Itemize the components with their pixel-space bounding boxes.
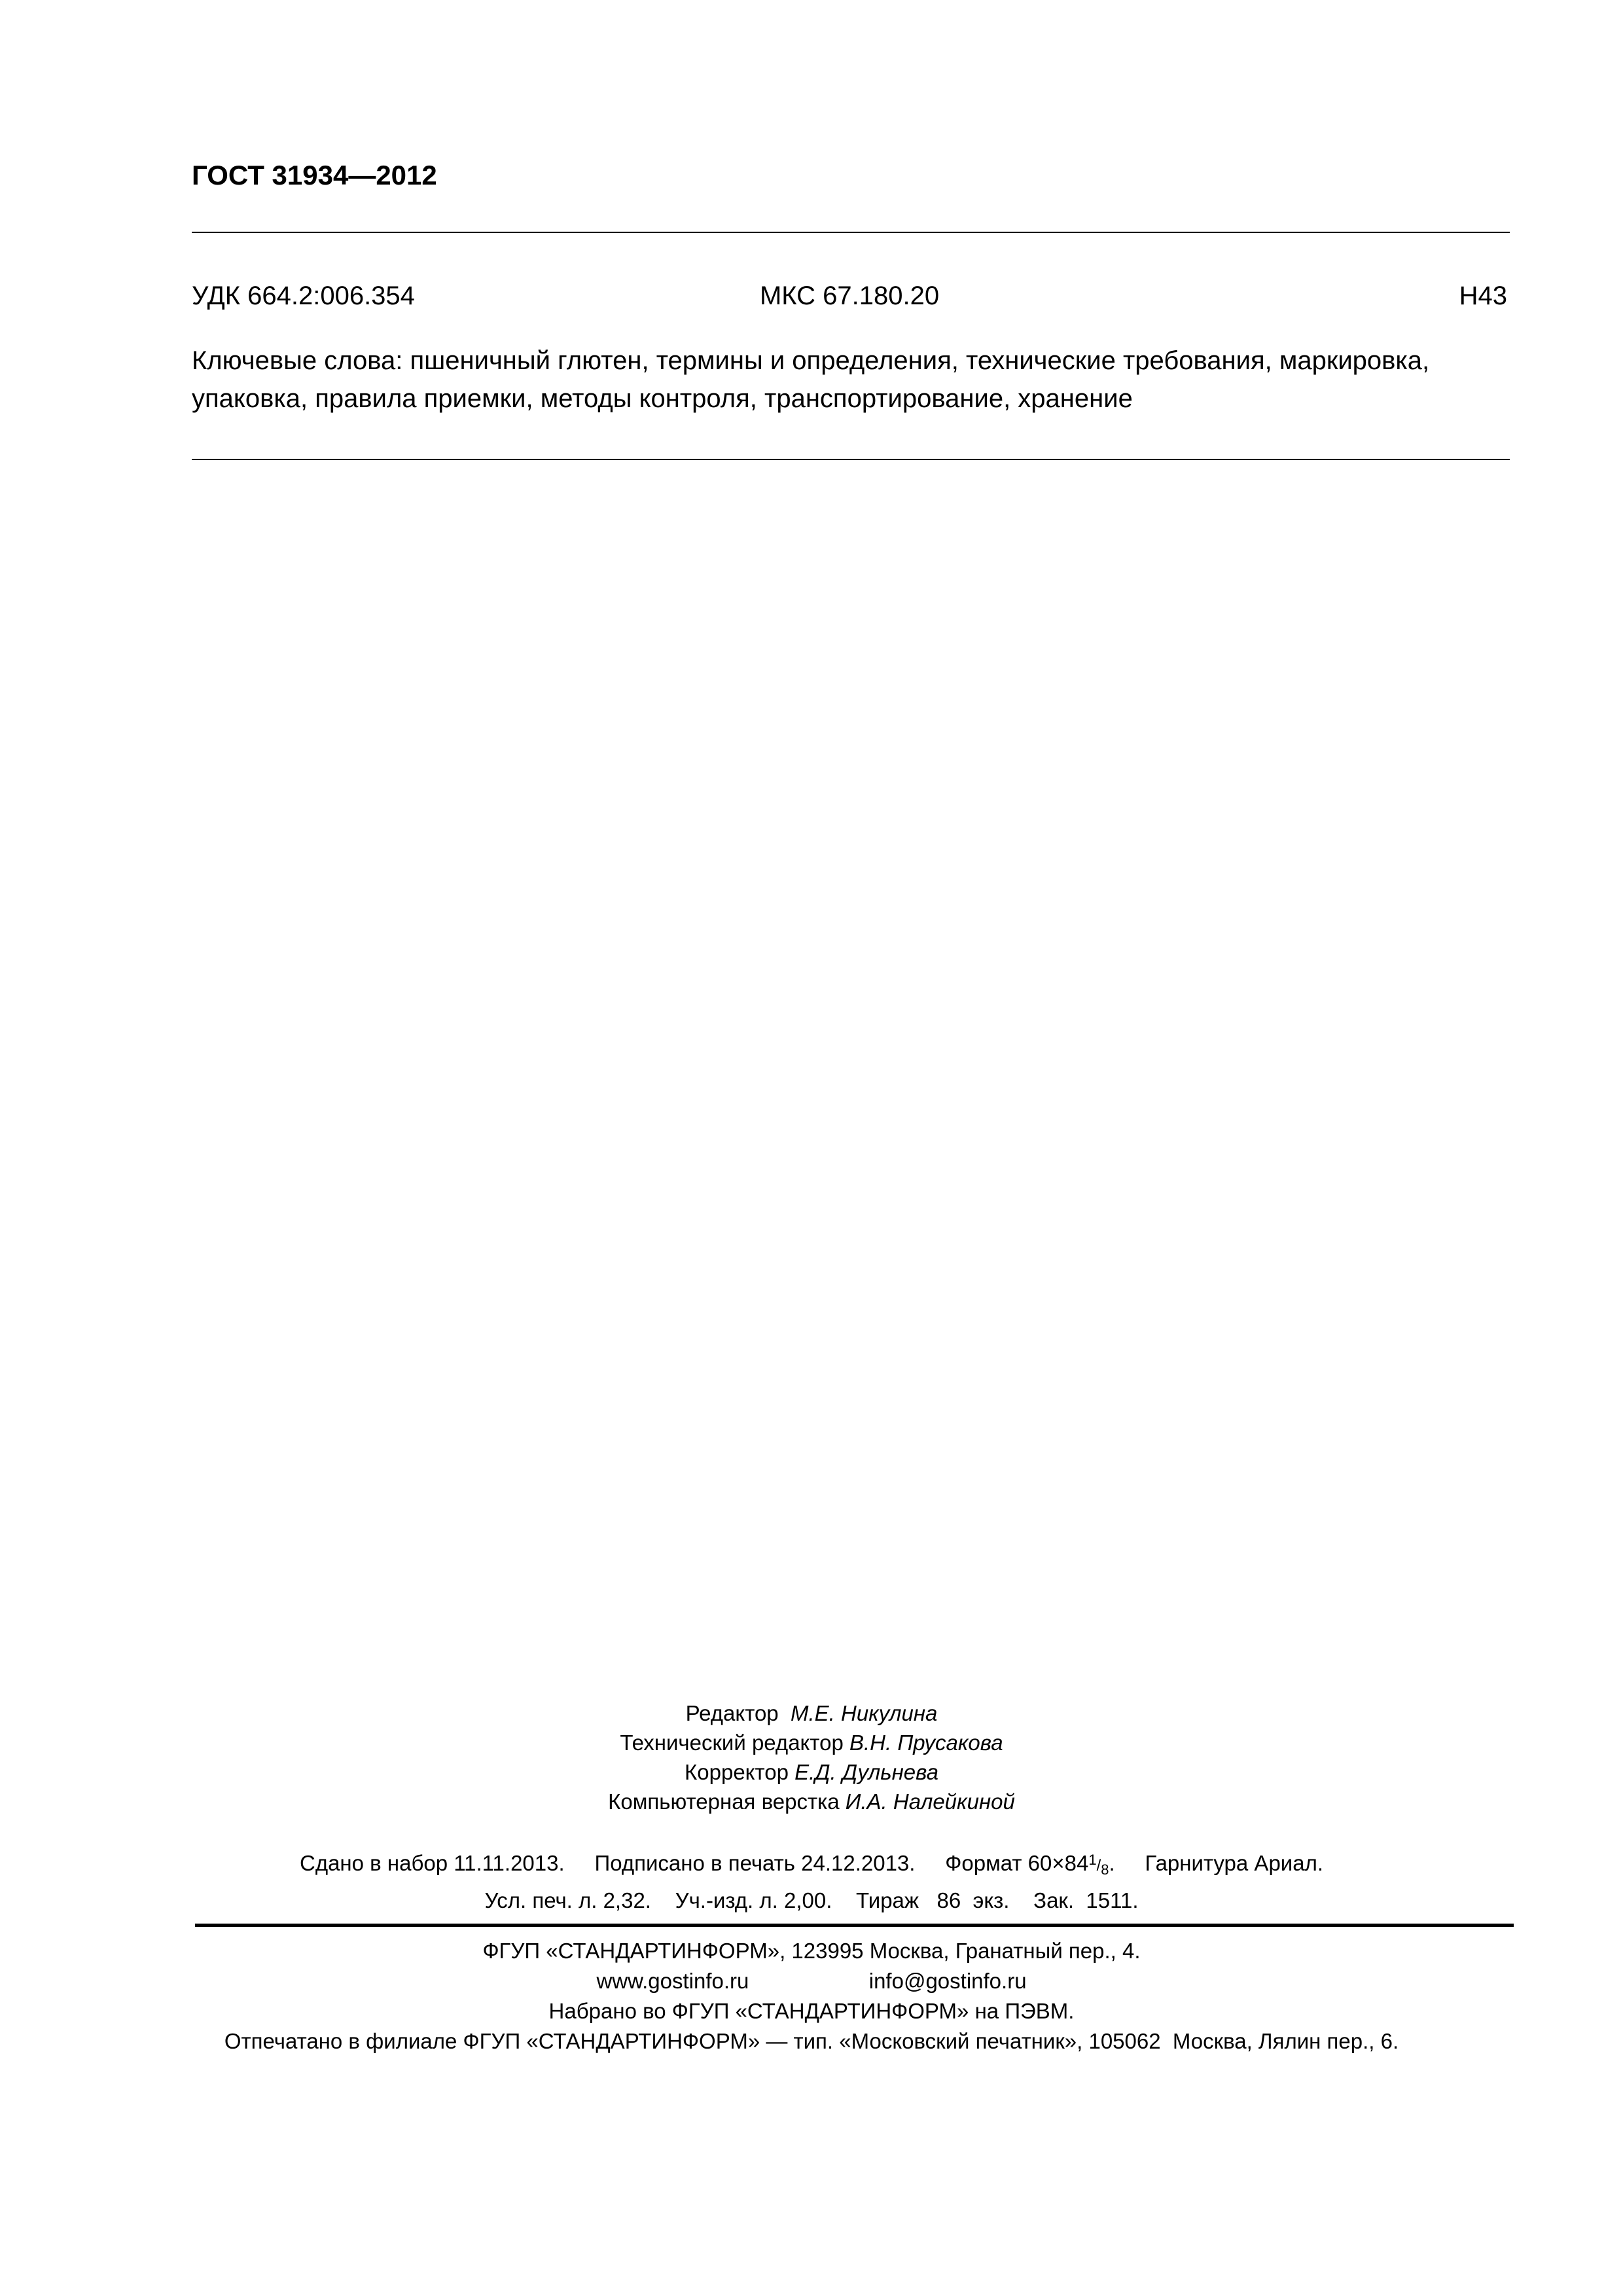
publisher-info — [0, 1936, 1623, 2056]
publisher-website: www.gostinfo.ru — [596, 1969, 749, 1993]
print-info-line-2: Усл. печ. л. 2,32. Уч.-изд. л. 2,00. Тираж 86 экз. Зак. 1511. — [484, 1888, 1139, 1912]
credit-person: Е.Д. Дульнева — [794, 1760, 938, 1784]
standard-number: ГОСТ 31934—2012 — [192, 160, 437, 190]
publisher-contacts — [0, 1966, 1623, 1996]
credit-editor — [0, 1698, 1623, 1728]
publisher-printed: Отпечатано в филиале ФГУП «СТАНДАРТИНФОРМ» — тип. «Московский печатник», 105062 Москва, Лялин пер., 6. — [224, 2029, 1399, 2053]
credit-role: Технический редактор — [620, 1731, 844, 1755]
credit-person: И.А. Налейкиной — [845, 1789, 1015, 1814]
publisher-typeset: Набрано во ФГУП «СТАНДАРТИНФОРМ» на ПЭВМ. — [548, 1999, 1075, 2023]
publisher-divider — [195, 1924, 1514, 1927]
keywords-line-1: Ключевые слова: пшеничный глютен, термины и определения, технические требования, маркировка, — [192, 346, 1430, 375]
top-divider — [192, 232, 1510, 233]
udk-code: УДК 664.2:006.354 — [192, 281, 415, 310]
fraction-numerator: 1 — [1088, 1852, 1097, 1868]
publisher-address: ФГУП «СТАНДАРТИНФОРМ», 123995 Москва, Гранатный пер., 4. — [482, 1939, 1141, 1963]
group-code: Н43 — [1459, 281, 1507, 310]
keywords-line-2: упаковка, правила приемки, методы контроля, транспортирование, хранение — [192, 384, 1133, 413]
credit-proofreader — [0, 1757, 1623, 1787]
credit-tech-editor — [0, 1728, 1623, 1757]
editorial-credits — [0, 1698, 1623, 1816]
format-fraction: $^1/_8$ — [1088, 1852, 1109, 1878]
credit-role: Корректор — [685, 1760, 789, 1784]
print-info-line-1 — [0, 1844, 1623, 1885]
print-info-text: . Гарнитура Ариал. — [1109, 1851, 1324, 1875]
credit-layout — [0, 1787, 1623, 1816]
mks-code: МКС 67.180.20 — [759, 281, 940, 310]
credit-person: В.Н. Прусакова — [849, 1731, 1003, 1755]
print-info — [0, 1844, 1623, 1916]
credit-person: М.Е. Никулина — [791, 1701, 938, 1725]
credit-role: Компьютерная верстка — [608, 1789, 840, 1814]
keywords-divider — [192, 459, 1510, 460]
publisher-email: info@gostinfo.ru — [868, 1969, 1027, 1993]
credit-role: Редактор — [685, 1701, 779, 1725]
fraction-denominator: 8 — [1101, 1861, 1109, 1878]
classification-row — [192, 281, 1507, 311]
print-info-text: Сдано в набор 11.11.2013. Подписано в печать 24.12.2013. Формат 60×84 — [299, 1851, 1089, 1875]
keywords — [192, 342, 1510, 418]
